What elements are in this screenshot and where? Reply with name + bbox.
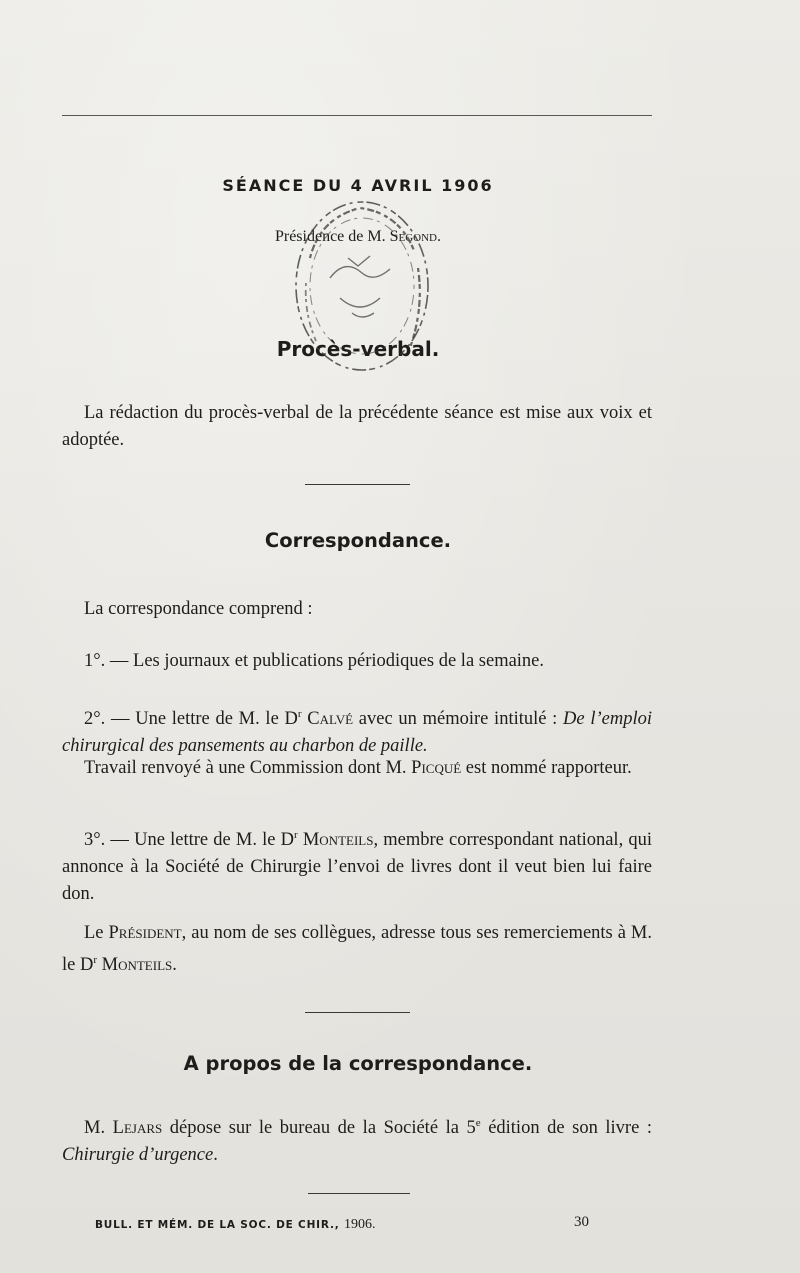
stamp-emblem [330,256,390,317]
followup-text-post: est nommé rapporteur. [461,758,632,778]
president-text-mid: , au nom de ses collègues, adresse tous ses remerciements à M. le D [62,923,652,976]
president-surname: Segond [389,228,438,245]
apropos-sup: e [475,1117,481,1129]
apropos-name: Lejars [112,1118,163,1139]
top-rule [62,115,652,116]
proces-verbal-paragraph: La rédaction du procès-verbal de la précédente séance est mise aux voix et adoptée. [62,403,652,450]
apropos-book-title: Chirurgie d’urgence [62,1145,214,1166]
separator-3 [308,1193,410,1194]
apropos-text: M. [84,1118,113,1139]
correspondance-heading: Correspondance. [264,529,452,552]
apropos-paragraph [62,1110,652,1169]
footer-year: 1906. [344,1217,376,1232]
footer-journal [95,1217,376,1233]
item2-sup: r [297,708,302,720]
item2-name: Calvé [307,709,354,730]
item3-sup: r [294,829,298,841]
apropos-text-mid: dépose sur le bureau de la Société la 5 [162,1118,476,1139]
president-text: Le [84,923,109,943]
item2-text-post: avec un mémoire intitulé : [353,709,558,730]
proces-verbal-title: Procès-verbal. [276,337,440,361]
item2-text: 2°. — Une lettre de M. le D [84,709,298,730]
correspondance-item-2 [62,701,652,760]
item3-name: Monteils [302,830,374,851]
separator-1 [305,484,410,485]
correspondance-item-3 [62,822,652,908]
footer-journal-text: BULL. ET MÉM. DE LA SOC. DE CHIR., [95,1219,340,1231]
stamp-lettering-arc [310,208,420,348]
apropos-end: . [213,1145,218,1166]
separator-2 [305,1012,410,1013]
followup-name: Picqué [411,758,462,778]
item3-text-post: , membre correspondant national, qui annonce à la Société de Chirurgie l’envoi de livres dont il veut bien lui faire don. [62,830,652,905]
president-word: Président [108,923,182,943]
stamp-outer-ring [296,202,428,370]
president-sup: r [93,954,98,966]
library-stamp [290,188,440,378]
president-paragraph [62,920,652,979]
followup-text: Travail renvoyé à une Commission dont M. [84,758,412,778]
apropos-text-mid2: édition de son livre : [480,1118,652,1139]
seance-title: SÉANCE DU 4 AVRIL 1906 [222,176,494,195]
footer-page-number: 30 [574,1214,589,1230]
stamp-inner-ring [310,218,414,354]
apropos-heading: A propos de la correspondance. [183,1052,533,1075]
correspondance-item-2-followup [62,755,652,782]
president-name: Monteils [101,955,173,976]
item2-memoir-title: De l’emploi chirurgical des pansements au charbon de paille. [62,709,652,757]
presidence-end: . [437,228,442,245]
correspondance-item-1: 1°. — Les journaux et publications périodiques de la semaine. [84,651,545,671]
correspondance-intro: La correspondance comprend : [84,599,313,619]
presidence-text: Présidence de M. [274,228,390,245]
president-end: . [172,955,177,976]
item3-text: 3°. — Une lettre de M. le D [84,830,294,851]
